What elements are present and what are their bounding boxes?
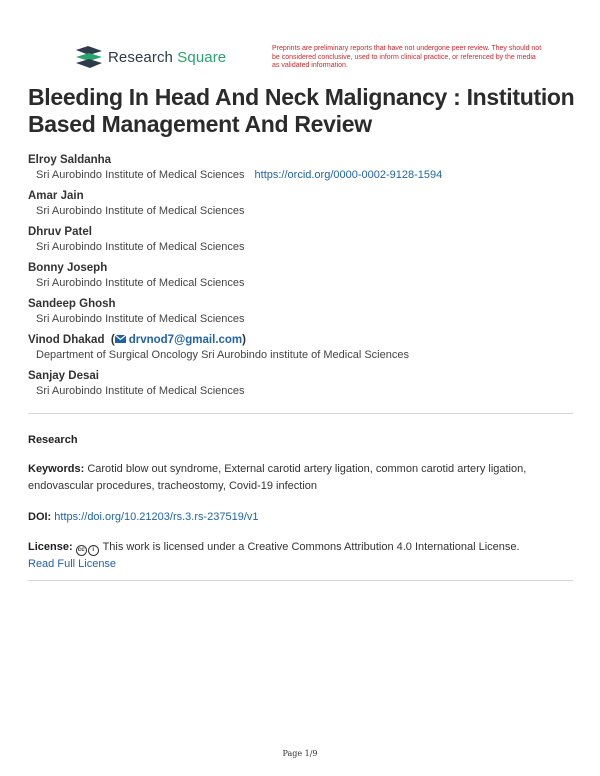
author-item (28, 224, 578, 260)
author-name[interactable]: Sandeep Ghosh (28, 298, 116, 310)
email-text: drvnod7@gmail.com (128, 334, 243, 346)
envelope-icon (115, 335, 126, 343)
divider-bottom (28, 580, 573, 581)
divider-top (28, 413, 573, 414)
article-type: Research (28, 434, 78, 446)
author-name[interactable]: Dhruv Patel (28, 226, 92, 238)
attribution-icon: i (88, 545, 99, 556)
keywords-section (28, 461, 573, 495)
paper-title: Bleeding In Head And Neck Malignancy : Institution Based Management And Review (28, 84, 575, 137)
author-list (28, 152, 578, 404)
author-name[interactable]: Elroy Saldanha (28, 154, 112, 166)
author-email-link[interactable] (115, 334, 242, 346)
doi-label: DOI: (28, 511, 52, 523)
author-item (28, 260, 578, 296)
keywords-text: Carotid blow out syndrome, External carotid artery ligation, common carotid artery ligation, endovascular procedures, tracheostomy, Covid-19 infection (28, 463, 527, 492)
brand-name (108, 49, 226, 66)
author-name[interactable]: Bonny Joseph (28, 262, 108, 274)
author-item (28, 332, 578, 368)
preprint-disclaimer: Preprints are preliminary reports that have not undergone peer review. They should not be considered conclusive, used to inform clinical practice, or referenced by the media as validated information. (272, 45, 542, 70)
research-square-logo-icon (76, 46, 102, 68)
author-item (28, 296, 578, 332)
author-item (28, 368, 578, 404)
page-number: Page 1/9 (282, 749, 318, 758)
author-name-text[interactable]: Vinod Dhakad (28, 334, 105, 346)
author-affiliation (28, 168, 578, 188)
author-name[interactable]: Sanjay Desai (28, 370, 99, 382)
research-square-logo[interactable] (76, 46, 226, 68)
license-label: License: (28, 541, 73, 553)
author-affiliation: Sri Aurobindo Institute of Medical Sciences (36, 313, 245, 325)
creative-commons-icon: cc (76, 545, 87, 556)
author-item (28, 152, 578, 188)
brand-name-research: Research (108, 48, 173, 66)
license-text: This work is licensed under a Creative Commons Attribution 4.0 International License. (102, 541, 520, 553)
read-full-license-link[interactable]: Read Full License (28, 558, 117, 570)
orcid-link[interactable]: https://orcid.org/0000-0002-9128-1594 (254, 169, 443, 181)
affiliation-text: Sri Aurobindo Institute of Medical Sciences (36, 169, 245, 181)
doi-section (28, 509, 573, 526)
author-affiliation: Department of Surgical Oncology Sri Aurobindo institute of Medical Sciences (36, 349, 409, 361)
doi-link[interactable]: https://doi.org/10.21203/rs.3.rs-237519/v1 (54, 511, 259, 523)
author-affiliation: Sri Aurobindo Institute of Medical Sciences (36, 241, 245, 253)
keywords-label: Keywords: (28, 463, 85, 475)
license-section (28, 539, 573, 573)
brand-name-square: Square (177, 48, 227, 66)
author-affiliation: Sri Aurobindo Institute of Medical Sciences (36, 205, 245, 217)
author-item (28, 188, 578, 224)
author-name[interactable]: Amar Jain (28, 190, 84, 202)
author-name-corresponding: Vinod Dhakad ( drvnod7@gmail.com) (28, 334, 247, 346)
author-affiliation: Sri Aurobindo Institute of Medical Sciences (36, 385, 245, 397)
author-affiliation: Sri Aurobindo Institute of Medical Sciences (36, 277, 245, 289)
